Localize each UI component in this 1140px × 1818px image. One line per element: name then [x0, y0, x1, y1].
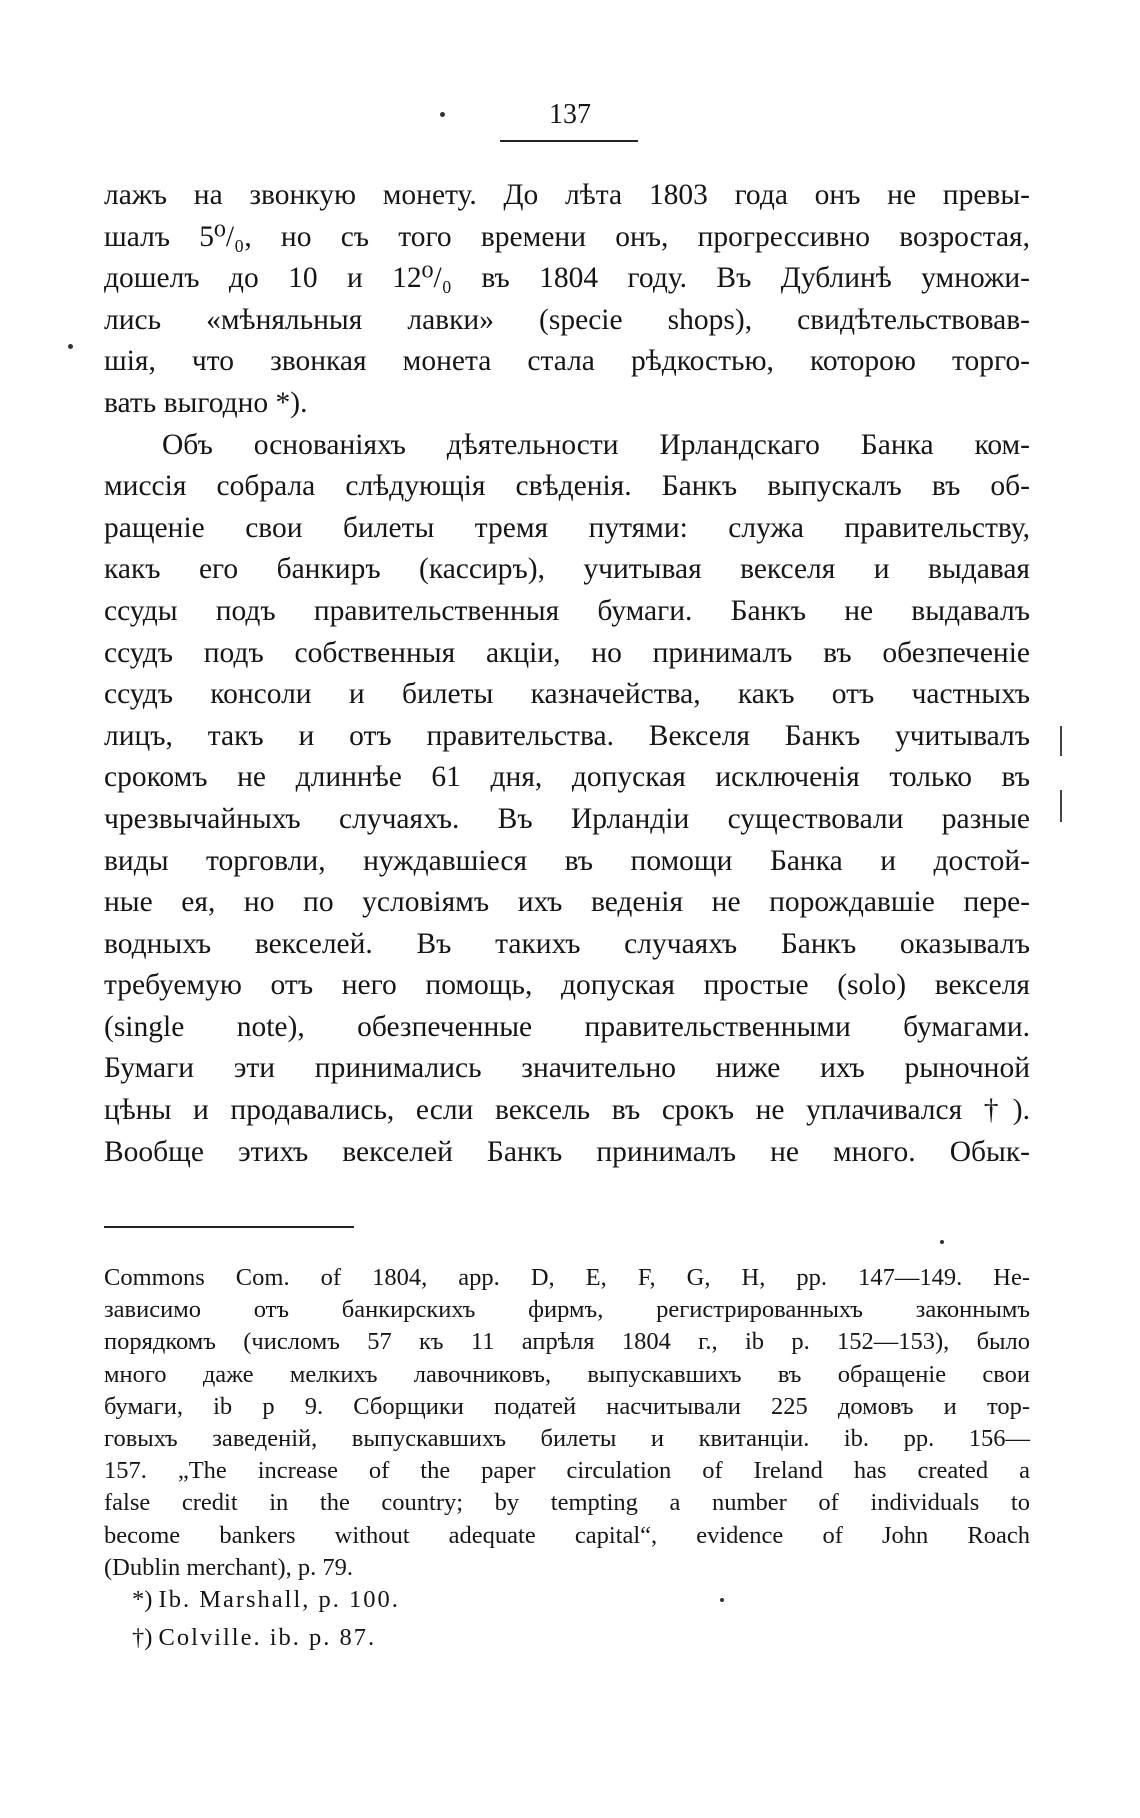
text-line: ссудъ консоли и билеты казначейства, какъ отъ частныхъ — [104, 678, 1030, 711]
main-text — [104, 175, 1030, 1173]
footnote-marker-star: *) — [132, 1586, 153, 1613]
margin-mark — [1060, 726, 1062, 756]
text-line: ращеніе свои билеты тремя путями: служа правительству, — [104, 511, 1030, 544]
text-line: ные ея, но по условіямъ ихъ веденія не порождавшіе пере- — [104, 886, 1030, 919]
footnote-line: 157. „The increase of the paper circulation of Ireland has created a — [104, 1457, 1030, 1485]
text-line: ссудъ подъ собственныя акціи, но принималъ въ обезпеченіе — [104, 636, 1030, 669]
text-line: лись «мѣняльныя лавки» (specie shops), свидѣтельствовав- — [104, 303, 1030, 336]
text-line: шалъ 5⁰/₀, но съ того времени онъ, прогрессивно возростая, — [104, 220, 1030, 253]
text-line: лицъ, такъ и отъ правительства. Векселя Банкъ учитывалъ — [104, 719, 1030, 752]
stray-print-dot — [940, 1240, 944, 1244]
paragraph-1 — [104, 175, 1030, 425]
text-line: лажъ на звонкую монету. До лѣта 1803 года онъ не превы- — [104, 179, 1030, 211]
footnote-line: порядкомъ (числомъ 57 къ 11 апрѣля 1804 г., ib p. 152—153), было — [104, 1328, 1030, 1356]
text-line: какъ его банкиръ (кассиръ), учитывая векселя и выдавая — [104, 553, 1030, 586]
footnote-star-text: Ib. Marshall, p. 100. — [158, 1586, 400, 1613]
footnote-line: Commons Com. of 1804, app. D, E, F, G, H, pp. 147—149. Не- — [104, 1264, 1030, 1291]
footnote-line: become bankers without adequate capital“, evidence of John Roach — [104, 1521, 1030, 1549]
text-line: вать выгодно *). — [104, 386, 308, 419]
text-line: срокомъ не длиннѣе 61 дня, допуская исключенія только въ — [104, 761, 1030, 794]
text-line: требуемую отъ него помощь, допуская простые (solo) векселя — [104, 969, 1030, 1002]
text-line: шія, что звонкая монета стала рѣдкостью, которою торго- — [104, 345, 1030, 378]
text-line: Вообще этихъ векселей Банкъ принималъ не много. Обык- — [104, 1135, 1030, 1168]
text-line: Бумаги эти принимались значительно ниже ихъ рыночной — [104, 1052, 1030, 1085]
footnote-main — [104, 1262, 1030, 1584]
footnote-marker-dagger: †) — [132, 1624, 153, 1651]
paragraph-2 — [104, 425, 1030, 1174]
footnote-line: бумаги, ib p 9. Сборщики податей насчитывали 225 домовъ и тор- — [104, 1392, 1030, 1420]
page-number-underline — [500, 140, 638, 142]
text-line: (single note), обезпеченные правительственными бумагами. — [104, 1010, 1030, 1043]
text-line: водныхъ векселей. Въ такихъ случаяхъ Банкъ оказывалъ — [104, 927, 1030, 960]
footnote-line: зависимо отъ банкирскихъ фирмъ, регистрированныхъ законнымъ — [104, 1296, 1030, 1324]
text-line: дошелъ до 10 и 12⁰/₀ въ 1804 году. Въ Дублинѣ умножи- — [104, 262, 1030, 295]
stray-print-dot — [440, 112, 445, 117]
text-line: Объ основаніяхъ дѣятельности Ирландскаго Банка ком- — [162, 428, 1030, 461]
margin-mark — [1060, 790, 1062, 822]
footnote-line: говыхъ заведеній, выпускавшихъ билеты и квитанціи. ib. pp. 156— — [104, 1425, 1030, 1453]
text-line: миссія собрала слѣдующія свѣденія. Банкъ выпускалъ въ об- — [104, 470, 1030, 503]
footnote-separator — [104, 1226, 354, 1228]
stray-print-dot — [68, 344, 73, 349]
footnote-line: (Dublin merchant), p. 79. — [104, 1553, 354, 1581]
footnote-dagger-text: Colville. ib. p. 87. — [158, 1624, 377, 1651]
text-line: цѣны и продавались, если вексель въ срокъ не уплачивался †). — [104, 1094, 1030, 1127]
footnote-dagger — [132, 1622, 376, 1654]
stray-print-dot — [720, 1598, 724, 1602]
footnote-line: false credit in the country; by tempting a number of individuals to — [104, 1489, 1030, 1517]
text-line: чрезвычайныхъ случаяхъ. Въ Ирландіи существовали разные — [104, 802, 1030, 835]
footnote-star — [132, 1584, 400, 1616]
footnote-line: много даже мелкихъ лавочниковъ, выпускавшихъ въ обращеніе свои — [104, 1360, 1030, 1388]
text-line: ссуды подъ правительственныя бумаги. Банкъ не выдавалъ — [104, 594, 1030, 627]
text-line: виды торговли, нуждавшіеся въ помощи Банка и достой- — [104, 844, 1030, 877]
page-number: 137 — [549, 99, 591, 130]
